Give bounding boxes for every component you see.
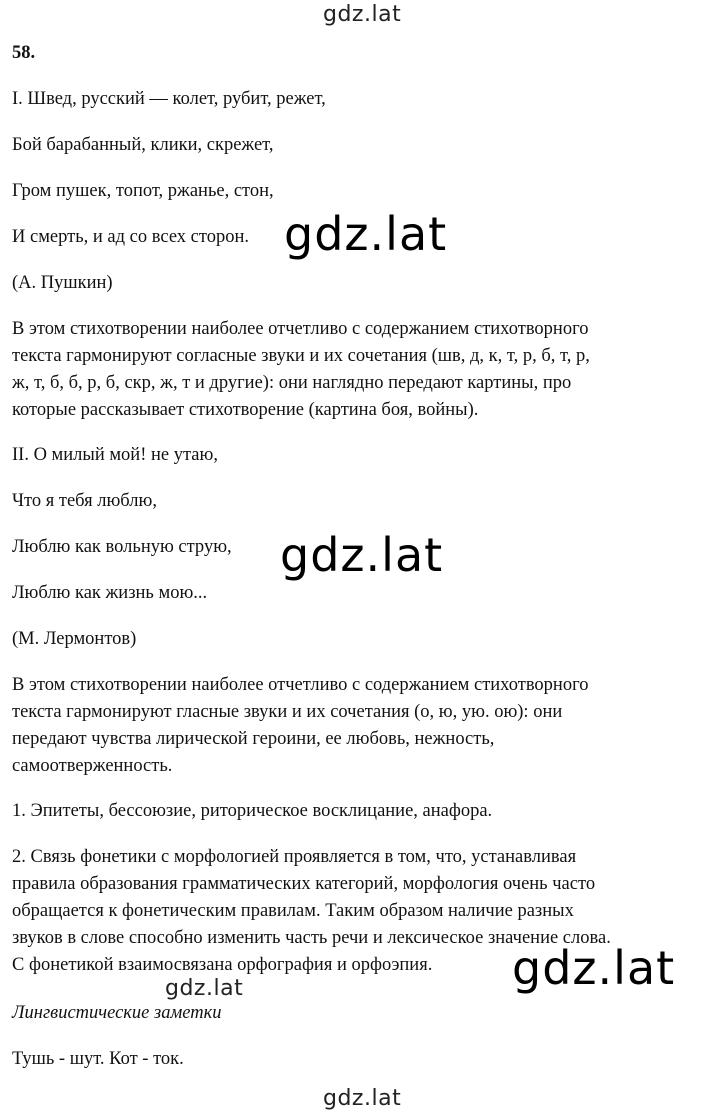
watermark-small-low: gdz.lat [165,976,244,1001]
analysis-2-line: В этом стихотворении наиболее отчетливо с содержанием стихотворного [12,675,589,695]
analysis-1-line: которые рассказывает стихотворение (картина боя, войны). [12,400,479,420]
point-2-line: звуков в слове способно изменить часть речи и лексическое значение слова. [12,928,611,948]
analysis-2 [12,672,712,780]
watermark-bottom: gdz.lat [323,1086,402,1111]
point-2-line: обращается к фонетическим правилам. Таким образом наличие разных [12,901,574,921]
analysis-1 [12,316,712,424]
analysis-1-line: текста гармонируют согласные звуки и их сочетания (шв, д, к, т, р, б, т, р, [12,346,590,366]
analysis-2-line: передают чувства лирической героини, ее любовь, нежность, [12,729,495,749]
poem-2-line: Люблю как вольную струю, [12,537,232,557]
poem-2-line: Что я тебя люблю, [12,491,157,511]
poem-2-line: Люблю как жизнь мою... [12,583,208,603]
point-2-line: 2. Связь фонетики с морфологией проявляется в том, что, устанавливая [12,847,577,867]
analysis-1-line: ж, т, б, б, р, б, скр, ж, т и другие): они наглядно передают картины, про [12,373,572,393]
poem-1-line: Бой барабанный, клики, скрежет, [12,135,274,155]
watermark-big-low: gdz.lat [512,941,676,995]
point-2-line: правила образования грамматических категорий, морфология очень часто [12,874,596,894]
watermark-top: gdz.lat [323,2,402,27]
poem-1-author: (А. Пушкин) [12,273,113,293]
poem-2-author: (М. Лермонтов) [12,629,137,649]
analysis-1-line: В этом стихотворении наиболее отчетливо с содержанием стихотворного [12,319,589,339]
task-number: 58. [12,43,36,63]
analysis-2-line: самоотверженность. [12,756,173,776]
poem-2-line: II. О милый мой! не утаю, [12,445,218,465]
watermark-mid-1: gdz.lat [284,207,448,261]
point-2-line: С фонетикой взаимосвязана орфография и орфоэпия. [12,955,433,975]
poem-1-line: Гром пушек, топот, ржанье, стон, [12,181,274,201]
notes-text: Тушь - шут. Кот - ток. [12,1049,184,1069]
point-1: 1. Эпитеты, бессоюзие, риторическое восклицание, анафора. [12,801,493,821]
poem-1-line: И смерть, и ад со всех сторон. [12,227,249,247]
analysis-2-line: текста гармонируют гласные звуки и их сочетания (о, ю, ую. ою): они [12,702,563,722]
notes-heading: Лингвистические заметки [12,1003,222,1023]
watermark-mid-2: gdz.lat [280,528,444,582]
poem-1-line: I. Швед, русский — колет, рубит, режет, [12,89,326,109]
